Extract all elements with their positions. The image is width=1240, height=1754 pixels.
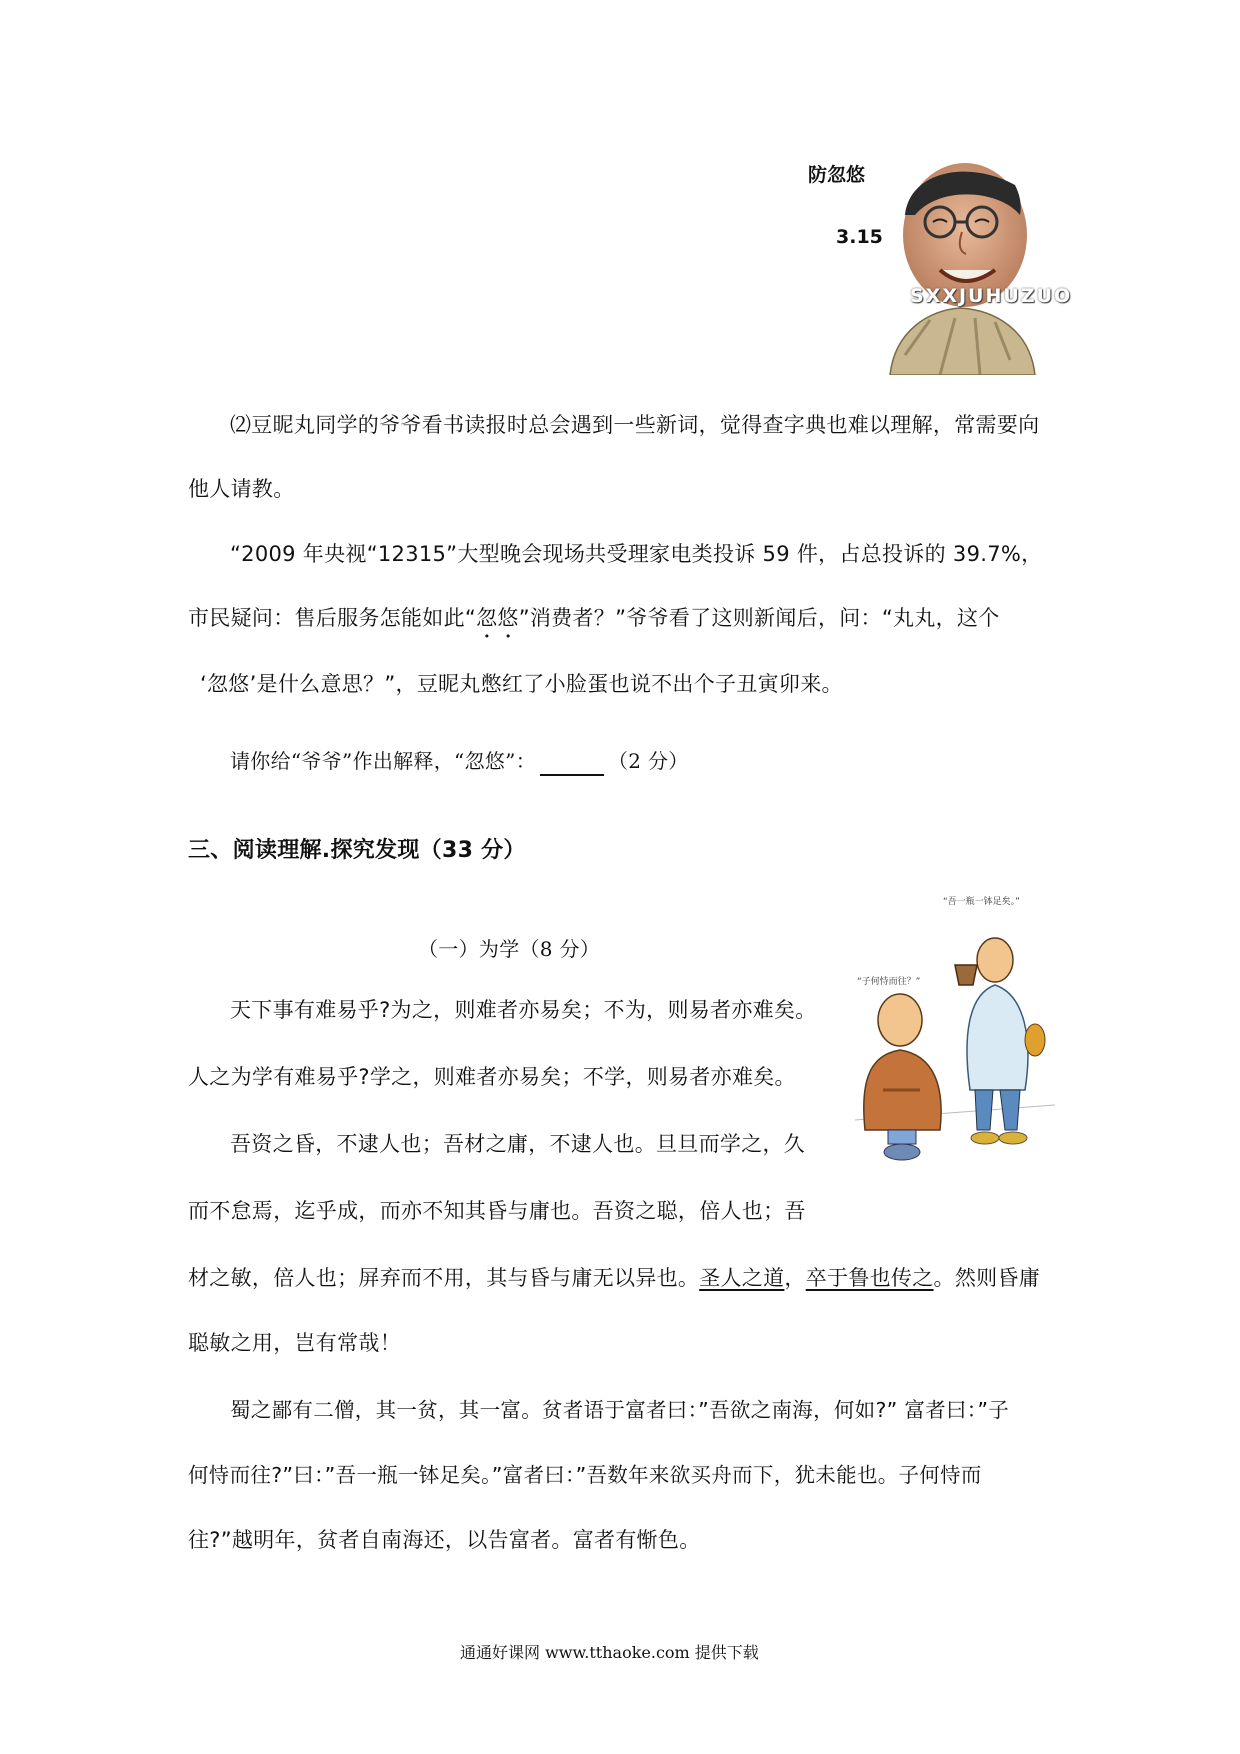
q2-prompt-text: 请你给“爷爷”作出解释，“忽悠”：: [230, 749, 536, 773]
passage-line5-a: 材之敏，倍人也；屏弃而不用，其与昏与庸无以异也。: [188, 1266, 700, 1290]
underlined-phrase-1: 圣人之道: [699, 1266, 785, 1290]
poster-date: 3.15: [836, 226, 883, 248]
poster-title: 防忽悠: [808, 164, 866, 186]
q2-prompt: [230, 746, 689, 776]
news-line2: [188, 603, 1000, 643]
bubble-left: “子何恃而往？”: [857, 977, 921, 987]
passage-line1: 天下事有难易乎?为之，则难者亦易矣；不为，则易者亦难矣。: [230, 998, 817, 1022]
passage-line5: [188, 1263, 1040, 1293]
footer-text: 通通好课网 www.tthaoke.com 提供下载: [460, 1643, 759, 1662]
passage-line3: 吾资之昏，不逮人也；吾材之庸，不逮人也。旦旦而学之，久: [230, 1132, 806, 1156]
q2-score: （2 分）: [608, 749, 689, 773]
underlined-phrase-2: 卒于鲁也传之: [805, 1266, 934, 1290]
news-line3: ‘忽悠’是什么意思？”，豆昵丸憋红了小脸蛋也说不出个子丑寅卯来。: [200, 672, 843, 696]
bubble-right: “吾一瓶一钵足矣。”: [943, 897, 1020, 907]
q2-line2: 他人请教。: [188, 477, 295, 501]
passage-line4: 而不怠焉，迄乎成，而亦不知其昏与庸也。吾资之聪，倍人也；吾: [188, 1199, 806, 1223]
portrait-photo: [870, 160, 1073, 375]
news-line1: “2009 年央视“12315”大型晚会现场共受理家电类投诉 59 件，占总投诉的 39.7%，: [230, 542, 1043, 566]
news-line2-part3: ”消费者？”爷爷看了这则新闻后，问：“丸丸，这个: [518, 606, 1000, 630]
emphasis-word: 忽悠: [476, 606, 519, 630]
passage-line5-e: 。然则昏庸: [933, 1266, 1041, 1290]
passage-line8: 何恃而往?”曰：”吾一瓶一钵足矣。”富者曰：”吾数年来欲买舟而下，犹未能也。子何恃而: [188, 1463, 982, 1487]
passage-title: （一）为学（8 分）: [418, 937, 601, 961]
passage-line9: 往?”越明年，贫者自南海还，以告富者。富者有惭色。: [188, 1528, 701, 1552]
passage-line5-c: ，: [784, 1266, 806, 1290]
answer-blank[interactable]: [540, 754, 604, 776]
q2-line1: ⑵豆昵丸同学的爷爷看书读报时总会遇到一些新词，觉得查字典也难以理解，常需要向: [230, 413, 1040, 437]
passage-line6: 聪敏之用，岂有常哉！: [188, 1331, 401, 1355]
section-heading: 三、阅读理解.探究发现（33 分）: [188, 838, 526, 863]
passage-line2: 人之为学有难易乎?学之，则难者亦易矣；不学，则易者亦难矣。: [188, 1065, 796, 1089]
passage-line7: 蜀之鄙有二僧，其一贫，其一富。贫者语于富者曰：”吾欲之南海，何如?” 富者曰：”子: [230, 1398, 1010, 1422]
news-line2-part1: 市民疑问：售后服务怎能如此“: [188, 606, 477, 630]
monks-illustration: [855, 890, 1055, 1165]
photo-watermark: SXXJUHUZUO: [910, 285, 1073, 307]
